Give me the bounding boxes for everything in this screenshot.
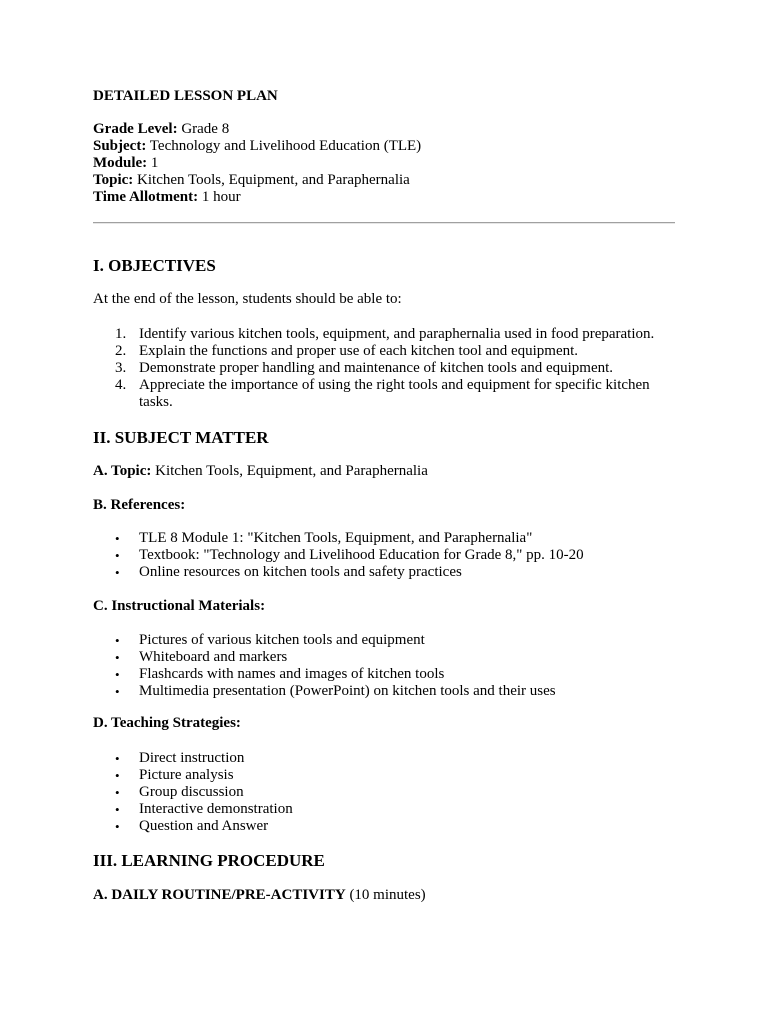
list-item [93, 326, 675, 343]
meta-label: Time Allotment: [93, 189, 199, 205]
meta-label: Topic: [93, 172, 134, 188]
list-item [93, 818, 675, 835]
meta-time-allotment [93, 189, 421, 206]
strategies-list [93, 750, 675, 835]
list-item [93, 649, 675, 666]
meta-label: Module: [93, 155, 148, 171]
list-item [93, 683, 675, 700]
subject-matter-heading: II. SUBJECT MATTER [93, 428, 269, 447]
list-item [93, 801, 675, 818]
bullet-icon: • [115, 565, 120, 580]
list-item-text: Demonstrate proper handling and maintenance of kitchen tools and equipment. [139, 360, 614, 376]
horizontal-divider [93, 222, 675, 224]
topic-value: Kitchen Tools, Equipment, and Paraphernalia [151, 463, 428, 479]
list-item [93, 784, 675, 801]
materials-list [93, 632, 675, 700]
list-number: 3. [115, 360, 127, 376]
list-item-text: Picture analysis [139, 767, 234, 783]
strategies-label: D. Teaching Strategies: [93, 715, 241, 731]
meta-value: Kitchen Tools, Equipment, and Paraphernalia [133, 172, 410, 188]
meta-value: 1 [147, 155, 159, 171]
daily-routine-duration: (10 minutes) [345, 887, 426, 903]
bullet-icon: • [115, 633, 120, 648]
list-item-text: Multimedia presentation (PowerPoint) on kitchen tools and their uses [139, 683, 556, 699]
list-item-text: Flashcards with names and images of kitchen tools [139, 666, 445, 682]
bullet-icon: • [115, 548, 120, 563]
list-item [93, 750, 675, 767]
list-item-text: Group discussion [139, 784, 244, 800]
meta-topic [93, 172, 421, 189]
bullet-icon: • [115, 667, 120, 682]
list-item-text: TLE 8 Module 1: "Kitchen Tools, Equipment, and Paraphernalia" [139, 530, 533, 546]
list-number: 1. [115, 326, 127, 342]
meta-module [93, 155, 421, 172]
list-item [93, 666, 675, 683]
list-item-text: Online resources on kitchen tools and safety practices [139, 564, 462, 580]
bullet-icon: • [115, 531, 120, 546]
list-item [93, 767, 675, 784]
bullet-icon: • [115, 751, 120, 766]
document-title: DETAILED LESSON PLAN [93, 88, 278, 104]
list-item-text: Textbook: "Technology and Livelihood Education for Grade 8," pp. 10-20 [139, 547, 584, 563]
list-item [93, 360, 675, 377]
list-item-text: Whiteboard and markers [139, 649, 288, 665]
list-number: 2. [115, 343, 127, 359]
list-item-text: Pictures of various kitchen tools and equipment [139, 632, 425, 648]
meta-grade-level [93, 121, 421, 138]
lesson-metadata [93, 121, 421, 206]
daily-routine-label: A. DAILY ROUTINE/PRE-ACTIVITY [93, 887, 346, 903]
bullet-icon: • [115, 819, 120, 834]
bullet-icon: • [115, 768, 120, 783]
list-item-text: Identify various kitchen tools, equipment, and paraphernalia used in food preparation. [139, 326, 655, 342]
list-item-text: Question and Answer [139, 818, 269, 834]
list-item-text: Interactive demonstration [139, 801, 293, 817]
list-item-text: Explain the functions and proper use of each kitchen tool and equipment. [139, 343, 579, 359]
learning-procedure-heading: III. LEARNING PROCEDURE [93, 851, 325, 870]
materials-label: C. Instructional Materials: [93, 598, 266, 614]
list-item [93, 632, 675, 649]
topic-label: A. Topic: [93, 463, 152, 479]
bullet-icon: • [115, 684, 120, 699]
bullet-icon: • [115, 785, 120, 800]
list-item [93, 377, 675, 411]
meta-subject [93, 138, 421, 155]
meta-value: Technology and Livelihood Education (TLE) [146, 138, 422, 154]
topic-line [93, 463, 428, 480]
daily-routine-line [93, 887, 426, 904]
objectives-heading: I. OBJECTIVES [93, 256, 216, 275]
meta-value: 1 hour [198, 189, 241, 205]
bullet-icon: • [115, 650, 120, 665]
meta-label: Subject: [93, 138, 147, 154]
bullet-icon: • [115, 802, 120, 817]
meta-value: Grade 8 [177, 121, 230, 137]
list-item [93, 564, 675, 581]
list-item [93, 547, 675, 564]
list-item-text: Appreciate the importance of using the right tools and equipment for specific kitchen tasks. [139, 377, 650, 410]
references-list [93, 530, 675, 581]
objectives-intro: At the end of the lesson, students should be able to: [93, 291, 402, 307]
objectives-list [93, 326, 675, 411]
list-item [93, 530, 675, 547]
list-item-text: Direct instruction [139, 750, 245, 766]
references-label: B. References: [93, 497, 186, 513]
list-number: 4. [115, 377, 127, 393]
meta-label: Grade Level: [93, 121, 178, 137]
list-item [93, 343, 675, 360]
